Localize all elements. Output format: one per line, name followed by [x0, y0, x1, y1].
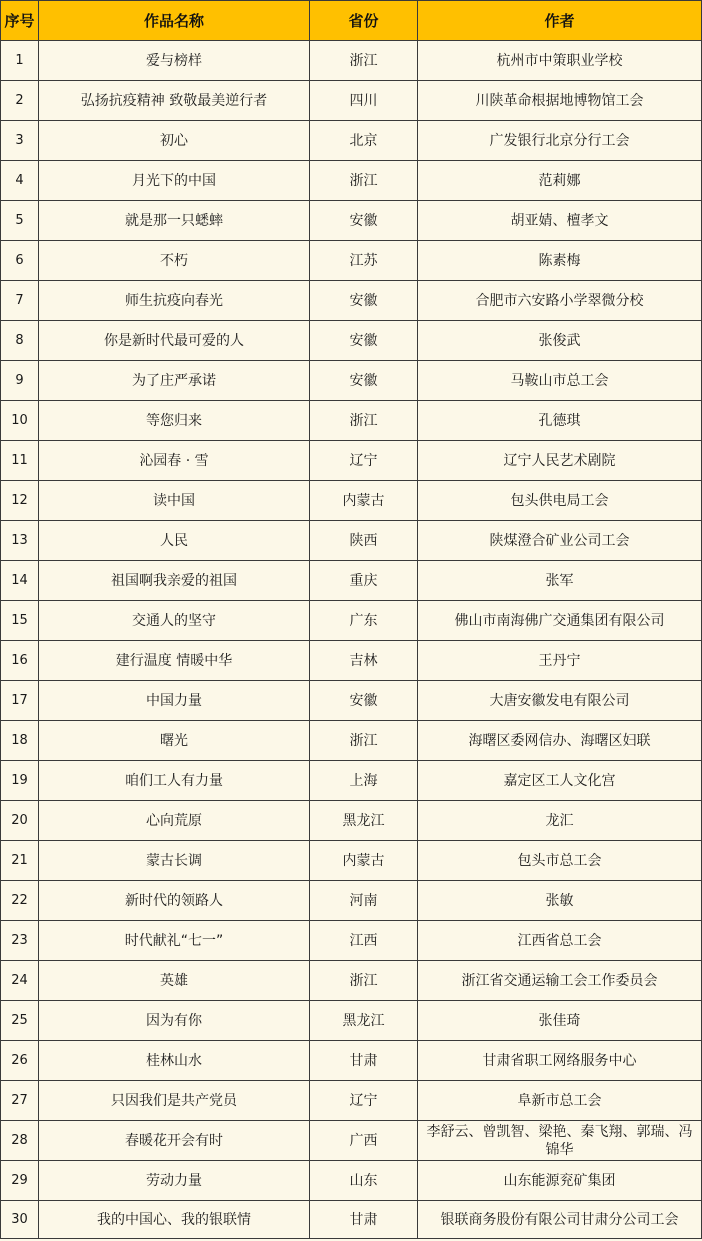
cell-province: 陕西	[310, 521, 418, 561]
cell-province: 甘肃	[310, 1201, 418, 1239]
cell-author: 广发银行北京分行工会	[418, 121, 702, 161]
cell-province: 浙江	[310, 161, 418, 201]
cell-title: 读中国	[39, 481, 310, 521]
cell-title: 等您归来	[39, 401, 310, 441]
header-author: 作者	[418, 1, 702, 41]
cell-author: 张军	[418, 561, 702, 601]
cell-no: 24	[1, 961, 39, 1001]
cell-province: 安徽	[310, 321, 418, 361]
cell-province: 广东	[310, 601, 418, 641]
cell-province: 黑龙江	[310, 801, 418, 841]
cell-title: 月光下的中国	[39, 161, 310, 201]
cell-title: 英雄	[39, 961, 310, 1001]
table-row	[1, 441, 702, 481]
cell-author: 海曙区委网信办、海曙区妇联	[418, 721, 702, 761]
table-row	[1, 401, 702, 441]
cell-no: 14	[1, 561, 39, 601]
cell-province: 浙江	[310, 41, 418, 81]
cell-no: 5	[1, 201, 39, 241]
table-row	[1, 1121, 702, 1161]
cell-author: 阜新市总工会	[418, 1081, 702, 1121]
cell-province: 重庆	[310, 561, 418, 601]
cell-title: 祖国啊我亲爱的祖国	[39, 561, 310, 601]
table-row	[1, 481, 702, 521]
table-row	[1, 161, 702, 201]
header-row	[1, 1, 702, 41]
cell-author: 张俊武	[418, 321, 702, 361]
cell-no: 12	[1, 481, 39, 521]
cell-author: 浙江省交通运输工会工作委员会	[418, 961, 702, 1001]
cell-no: 11	[1, 441, 39, 481]
cell-title: 只因我们是共产党员	[39, 1081, 310, 1121]
cell-author: 王丹宁	[418, 641, 702, 681]
cell-no: 1	[1, 41, 39, 81]
cell-author: 杭州市中策职业学校	[418, 41, 702, 81]
cell-author: 马鞍山市总工会	[418, 361, 702, 401]
table-row	[1, 201, 702, 241]
table-row	[1, 641, 702, 681]
cell-no: 18	[1, 721, 39, 761]
cell-title: 为了庄严承诺	[39, 361, 310, 401]
cell-author: 张敏	[418, 881, 702, 921]
cell-province: 上海	[310, 761, 418, 801]
cell-province: 安徽	[310, 681, 418, 721]
cell-no: 22	[1, 881, 39, 921]
table-row	[1, 801, 702, 841]
cell-no: 13	[1, 521, 39, 561]
table-row	[1, 121, 702, 161]
cell-title: 爱与榜样	[39, 41, 310, 81]
cell-author: 李舒云、曾凯智、梁艳、秦飞翔、郭瑞、冯锦华	[418, 1121, 702, 1161]
header-no: 序号	[1, 1, 39, 41]
cell-province: 浙江	[310, 401, 418, 441]
table-row	[1, 1041, 702, 1081]
table-row	[1, 921, 702, 961]
cell-author: 包头供电局工会	[418, 481, 702, 521]
cell-province: 甘肃	[310, 1041, 418, 1081]
cell-author: 江西省总工会	[418, 921, 702, 961]
table-row	[1, 681, 702, 721]
table-row	[1, 1001, 702, 1041]
cell-author: 嘉定区工人文化宫	[418, 761, 702, 801]
cell-province: 吉林	[310, 641, 418, 681]
table-row	[1, 321, 702, 361]
cell-title: 新时代的领路人	[39, 881, 310, 921]
cell-province: 河南	[310, 881, 418, 921]
table-row	[1, 241, 702, 281]
table-row	[1, 721, 702, 761]
cell-title: 沁园春 · 雪	[39, 441, 310, 481]
header-title: 作品名称	[39, 1, 310, 41]
table-row	[1, 521, 702, 561]
cell-province: 辽宁	[310, 1081, 418, 1121]
cell-title: 咱们工人有力量	[39, 761, 310, 801]
cell-title: 蒙古长调	[39, 841, 310, 881]
cell-no: 29	[1, 1161, 39, 1201]
cell-no: 6	[1, 241, 39, 281]
cell-province: 广西	[310, 1121, 418, 1161]
table-header	[1, 1, 702, 41]
cell-author: 包头市总工会	[418, 841, 702, 881]
cell-no: 23	[1, 921, 39, 961]
cell-no: 15	[1, 601, 39, 641]
cell-province: 安徽	[310, 201, 418, 241]
cell-title: 不朽	[39, 241, 310, 281]
table-row	[1, 81, 702, 121]
cell-title: 初心	[39, 121, 310, 161]
table-row	[1, 561, 702, 601]
cell-title: 弘扬抗疫精神 致敬最美逆行者	[39, 81, 310, 121]
cell-no: 3	[1, 121, 39, 161]
cell-no: 16	[1, 641, 39, 681]
cell-no: 28	[1, 1121, 39, 1161]
cell-province: 内蒙古	[310, 841, 418, 881]
cell-author: 胡亚婧、檀孝文	[418, 201, 702, 241]
cell-author: 银联商务股份有限公司甘肃分公司工会	[418, 1201, 702, 1239]
cell-title: 心向荒原	[39, 801, 310, 841]
cell-province: 江西	[310, 921, 418, 961]
cell-author: 合肥市六安路小学翠微分校	[418, 281, 702, 321]
table-row	[1, 761, 702, 801]
cell-title: 就是那一只蟋蟀	[39, 201, 310, 241]
table-row	[1, 601, 702, 641]
cell-no: 4	[1, 161, 39, 201]
cell-no: 27	[1, 1081, 39, 1121]
table-row	[1, 961, 702, 1001]
cell-author: 川陕革命根据地博物馆工会	[418, 81, 702, 121]
cell-province: 四川	[310, 81, 418, 121]
cell-province: 内蒙古	[310, 481, 418, 521]
table-row	[1, 881, 702, 921]
cell-author: 陕煤澄合矿业公司工会	[418, 521, 702, 561]
cell-no: 20	[1, 801, 39, 841]
cell-title: 时代献礼“七一”	[39, 921, 310, 961]
cell-title: 师生抗疫向春光	[39, 281, 310, 321]
cell-author: 陈素梅	[418, 241, 702, 281]
table-row	[1, 1161, 702, 1201]
cell-title: 我的中国心、我的银联情	[39, 1201, 310, 1239]
cell-author: 山东能源兖矿集团	[418, 1161, 702, 1201]
cell-province: 山东	[310, 1161, 418, 1201]
cell-province: 黑龙江	[310, 1001, 418, 1041]
cell-no: 17	[1, 681, 39, 721]
table-row	[1, 361, 702, 401]
cell-no: 9	[1, 361, 39, 401]
cell-title: 建行温度 情暖中华	[39, 641, 310, 681]
cell-province: 辽宁	[310, 441, 418, 481]
cell-no: 21	[1, 841, 39, 881]
cell-title: 中国力量	[39, 681, 310, 721]
cell-no: 10	[1, 401, 39, 441]
cell-author: 范莉娜	[418, 161, 702, 201]
cell-title: 交通人的坚守	[39, 601, 310, 641]
cell-no: 30	[1, 1201, 39, 1239]
header-province: 省份	[310, 1, 418, 41]
cell-title: 你是新时代最可爱的人	[39, 321, 310, 361]
cell-no: 8	[1, 321, 39, 361]
cell-title: 春暖花开会有时	[39, 1121, 310, 1161]
table-row	[1, 1081, 702, 1121]
cell-title: 曙光	[39, 721, 310, 761]
table-row	[1, 841, 702, 881]
cell-province: 安徽	[310, 281, 418, 321]
table-row	[1, 41, 702, 81]
cell-title: 劳动力量	[39, 1161, 310, 1201]
cell-no: 19	[1, 761, 39, 801]
cell-author: 甘肃省职工网络服务中心	[418, 1041, 702, 1081]
cell-author: 孔德琪	[418, 401, 702, 441]
cell-province: 安徽	[310, 361, 418, 401]
cell-author: 张佳琦	[418, 1001, 702, 1041]
cell-no: 26	[1, 1041, 39, 1081]
cell-title: 桂林山水	[39, 1041, 310, 1081]
cell-province: 浙江	[310, 721, 418, 761]
cell-author: 龙汇	[418, 801, 702, 841]
cell-author: 大唐安徽发电有限公司	[418, 681, 702, 721]
cell-title: 因为有你	[39, 1001, 310, 1041]
cell-no: 2	[1, 81, 39, 121]
table-body	[1, 41, 702, 1239]
cell-province: 北京	[310, 121, 418, 161]
cell-no: 7	[1, 281, 39, 321]
cell-author: 佛山市南海佛广交通集团有限公司	[418, 601, 702, 641]
cell-no: 25	[1, 1001, 39, 1041]
cell-author: 辽宁人民艺术剧院	[418, 441, 702, 481]
table-row	[1, 1201, 702, 1239]
cell-title: 人民	[39, 521, 310, 561]
cell-province: 浙江	[310, 961, 418, 1001]
table-row	[1, 281, 702, 321]
cell-province: 江苏	[310, 241, 418, 281]
